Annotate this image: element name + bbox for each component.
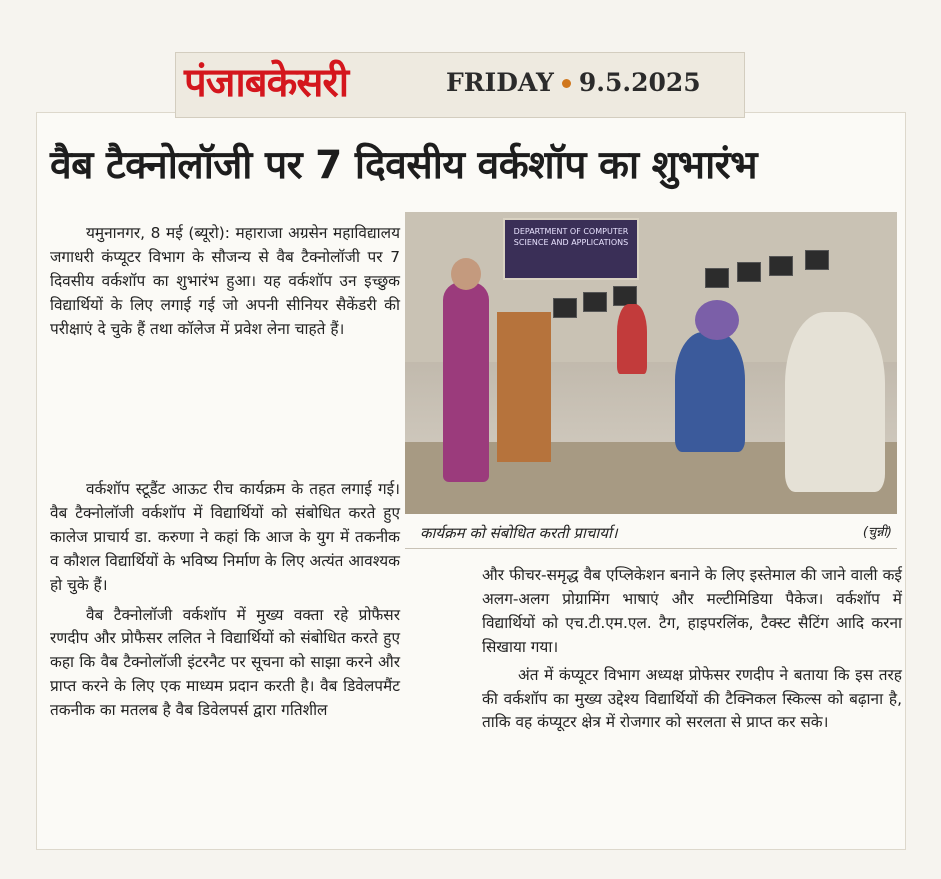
photo-credit: (चुन्नी) (862, 525, 892, 540)
article-paragraph-5: अंत में कंप्यूटर विभाग अध्यक्ष प्रोफेसर रणदीप ने बताया कि इस तरह की वर्कशॉप का मुख्य उद्देश्य विद्यार्थियों की टैक्निकल स्किल्स को बढ़ाना है, ताकि वह कंप्यूटर क्षेत्र में रोजगार को सरलता से प्राप्त कर सके। (482, 665, 902, 732)
student-figure (675, 332, 745, 452)
speaker-head (451, 258, 481, 290)
issue-date (446, 67, 701, 99)
speaker-figure (443, 282, 489, 482)
monitor-icon (705, 268, 729, 288)
monitor-icon (553, 298, 577, 318)
article-paragraph-2: वर्कशॉप स्टूडैंट आऊट रीच कार्यक्रम के तहत लगाई गई। वैब टैक्नोलॉजी वर्कशॉप में विद्यार्थियों को संबोधित करते हुए कालेज प्राचार्य डा. करुणा ने कहां कि आज के युग में तकनीक व कौशल विद्यार्थियों के भविष्य निर्माण के लिए अत्यंत आवश्यक हो चुके हैं। (50, 480, 400, 594)
photo-caption (420, 520, 900, 546)
article-paragraph-3: वैब टैक्नोलॉजी वर्कशॉप में मुख्य वक्ता रहे प्रोफैसर रणदीप और प्रोफैसर ललित ने विद्यार्थियों को संबोधित करते हुए कहा कि वैब टैक्नोलॉजी इंटरनैट पर सूचना को साझा करने और प्राप्त करने के लिए एक माध्यम प्रदान करती है। वैब डिवेलपमैंट तकनीक का मतलब है वैब डिवेलपर्स द्वारा गतिशील (50, 605, 400, 720)
student-cap (695, 300, 739, 340)
photo-caption-text: कार्यक्रम को संबोधित करती प्राचार्या। (420, 524, 618, 542)
monitor-icon (737, 262, 761, 282)
newspaper-logo: पंजाबकेसरी (184, 60, 349, 106)
department-banner: DEPARTMENT OF COMPUTER SCIENCE AND APPLICATIONS (503, 218, 639, 280)
monitor-icon (769, 256, 793, 276)
dot-icon (562, 79, 571, 88)
monitor-icon (583, 292, 607, 312)
article-headline: वैब टैक्नोलॉजी पर 7 दिवसीय वर्कशॉप का शुभारंभ (50, 143, 758, 188)
monitor-icon (613, 286, 637, 306)
article-column-left-bottom (50, 478, 400, 723)
article-paragraph-1: यमुनानगर, 8 मई (ब्यूरो): महाराजा अग्रसेन महाविद्यालय जगाधरी कंप्यूटर विभाग के सौजन्य से वैब टैक्नोलॉजी पर 7 दिवसीय वर्कशॉप का शुभारंभ हुआ। यह वर्कशॉप उन इच्छुक विद्यार्थियों के लिए लगाई गई जो अपनी सीनियर सैकेंडरी की परीक्षाएं दे चुके हैं तथा कॉलेज में प्रवेश लेना चाहते हैं। (50, 224, 400, 338)
student-figure (785, 312, 885, 492)
article-photo (405, 212, 897, 514)
podium (497, 312, 551, 462)
issue-date-value: 9.5.2025 (578, 68, 701, 97)
issue-day: FRIDAY (446, 68, 554, 97)
student-figure (617, 304, 647, 374)
caption-divider (405, 548, 897, 549)
masthead (175, 52, 745, 118)
monitor-icon (805, 250, 829, 270)
article-column-right (482, 564, 902, 735)
article-paragraph-4: और फीचर-समृद्ध वैब एप्लिकेशन बनाने के लिए इस्तेमाल की जाने वाली कई अलग-अलग प्रोग्रामिंग भाषाएं और मल्टीमिडिया पैकेज। वर्कशॉप में विद्यार्थियों को एच.टी.एम.एल. टैग, हाइपरलिंक, टैक्स्ट सैटिंग आदि करना सिखाया गया। (482, 566, 902, 656)
article-column-left-top (50, 222, 400, 342)
